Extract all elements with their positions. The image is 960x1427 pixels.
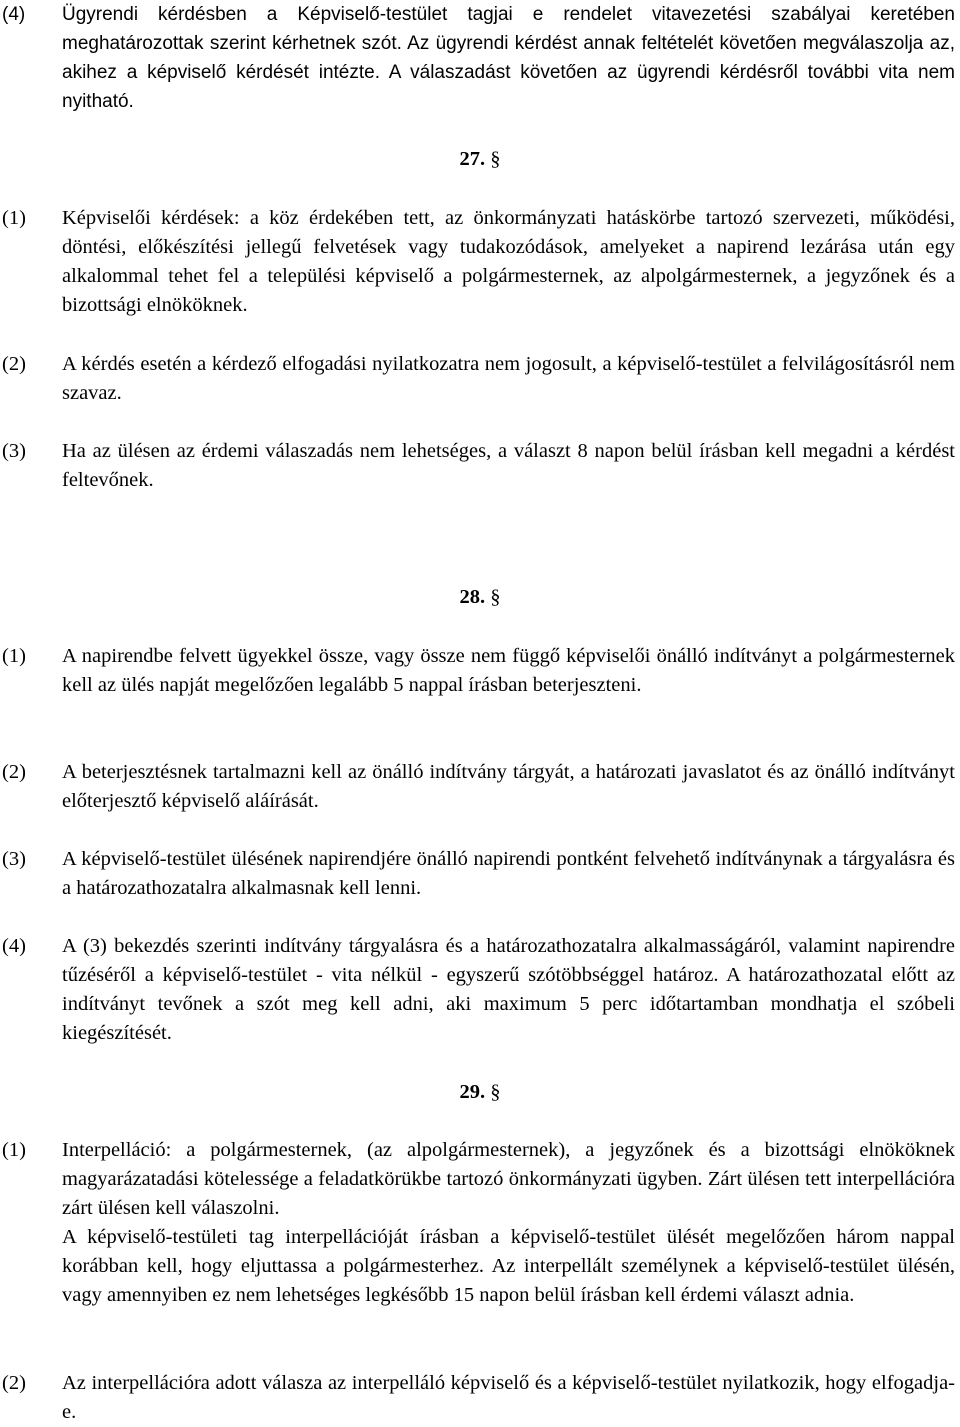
paragraph-number: (3)	[2, 848, 26, 870]
paragraph-26-4	[0, 0, 955, 116]
paragraph-text: Ha az ülésen az érdemi válaszadás nem lehetséges, a választ 8 napon belül írásban kell megadni a kérdést feltevőnek.	[62, 440, 955, 491]
paragraph-text: A beterjesztésnek tartalmazni kell az önálló indítvány tárgyát, a határozati javaslatot és az önálló indítványt előterjesztő képviselő aláírását.	[62, 761, 955, 812]
paragraph-27-2	[0, 350, 955, 408]
paragraph-27-1	[0, 204, 955, 320]
paragraph-number: (4)	[2, 4, 26, 25]
paragraph-28-2	[0, 758, 955, 816]
section-number: 27.	[459, 148, 486, 170]
paragraph-text: A napirendbe felvett ügyekkel össze, vagy össze nem függő képviselői önálló indítványt a polgármesternek kell az ülés napját megelőzően legalább 5 nappal írásban beterjeszteni.	[62, 645, 955, 696]
paragraph-number: (4)	[2, 935, 26, 957]
paragraph-text: A képviselő-testületi tag interpellációját írásban a képviselő-testület ülését megelőzően három nappal korábban kell, hogy eljuttassa a polgármesterhez. Az interpellált személynek a képviselő-testület ülésén, vagy amennyiben ez nem lehetséges legkésőbb 15 napon belül írásban kell érdemi választ adnia.	[62, 1226, 955, 1306]
paragraph-text: A (3) bekezdés szerinti indítvány tárgyalásra és a határozathozatalra alkalmasságáról, valamint napirendre tűzéséről a képviselő-testület - vita nélkül - egyszerű szótöbbséggel határoz. A határozathozatal előtt az indítványt tevőnek a szót meg kell adni, aki maximum 5 perc időtartamban mondhatja el szóbeli kiegészítését.	[62, 935, 955, 1044]
paragraph-27-3	[0, 437, 955, 495]
section-heading-28	[0, 583, 960, 612]
paragraph-text: A képviselő-testület ülésének napirendjére önálló napirendi pontként felvehető indítványnak a tárgyalásra és a határozathozatalra alkalmasnak kell lenni.	[62, 848, 955, 899]
section-symbol: §	[490, 148, 501, 170]
section-number: 28.	[459, 586, 486, 608]
paragraph-28-1	[0, 642, 955, 700]
paragraph-text: Ügyrendi kérdésben a Képviselő-testület tagjai e rendelet vitavezetési szabályai keretében meghatározottak szerint kérhetnek szót. Az ügyrendi kérdést annak feltételét követően megválaszolja az, akihez a képviselő kérdését intézte. A válaszadást követően az ügyrendi kérdésről további vita nem nyitható.	[62, 4, 955, 112]
paragraph-text: Interpelláció: a polgármesternek, (az alpolgármesternek), a jegyzőnek és a bizottsági elnököknek magyarázatadási kötelessége a feladatkörükbe tartozó önkormányzati ügyben. Zárt ülésen tett interpellációra zárt ülésen kell válaszolni.	[62, 1139, 955, 1219]
paragraph-number: (1)	[2, 1139, 26, 1161]
paragraph-number: (2)	[2, 1372, 26, 1394]
paragraph-29-1	[0, 1136, 955, 1310]
paragraph-number: (2)	[2, 761, 26, 783]
section-heading-29	[0, 1078, 960, 1107]
section-heading-27	[0, 145, 960, 174]
paragraph-28-3	[0, 845, 955, 903]
paragraph-29-2	[0, 1369, 955, 1427]
section-symbol: §	[490, 586, 501, 608]
paragraph-number: (3)	[2, 440, 26, 462]
paragraph-number: (2)	[2, 353, 26, 375]
paragraph-text: A kérdés esetén a kérdező elfogadási nyilatkozatra nem jogosult, a képviselő-testület a felvilágosításról nem szavaz.	[62, 353, 955, 404]
paragraph-text: Az interpellációra adott válasza az interpelláló képviselő és a képviselő-testület nyilatkozik, hogy elfogadja-e.	[62, 1372, 955, 1423]
paragraph-28-4	[0, 932, 955, 1048]
section-symbol: §	[490, 1081, 501, 1103]
section-number: 29.	[459, 1081, 486, 1103]
paragraph-text: Képviselői kérdések: a köz érdekében tett, az önkormányzati hatáskörbe tartozó szervezeti, működési, döntési, előkészítési jellegű felvetések vagy tudakozódások, amelyeket a napirend lezárása után egy alkalommal tehet fel a települési képviselő a polgármesternek, az alpolgármesternek, a jegyzőnek és a bizottsági elnököknek.	[62, 207, 955, 316]
paragraph-number: (1)	[2, 645, 26, 667]
paragraph-text-block	[62, 1136, 955, 1310]
paragraph-number: (1)	[2, 207, 26, 229]
